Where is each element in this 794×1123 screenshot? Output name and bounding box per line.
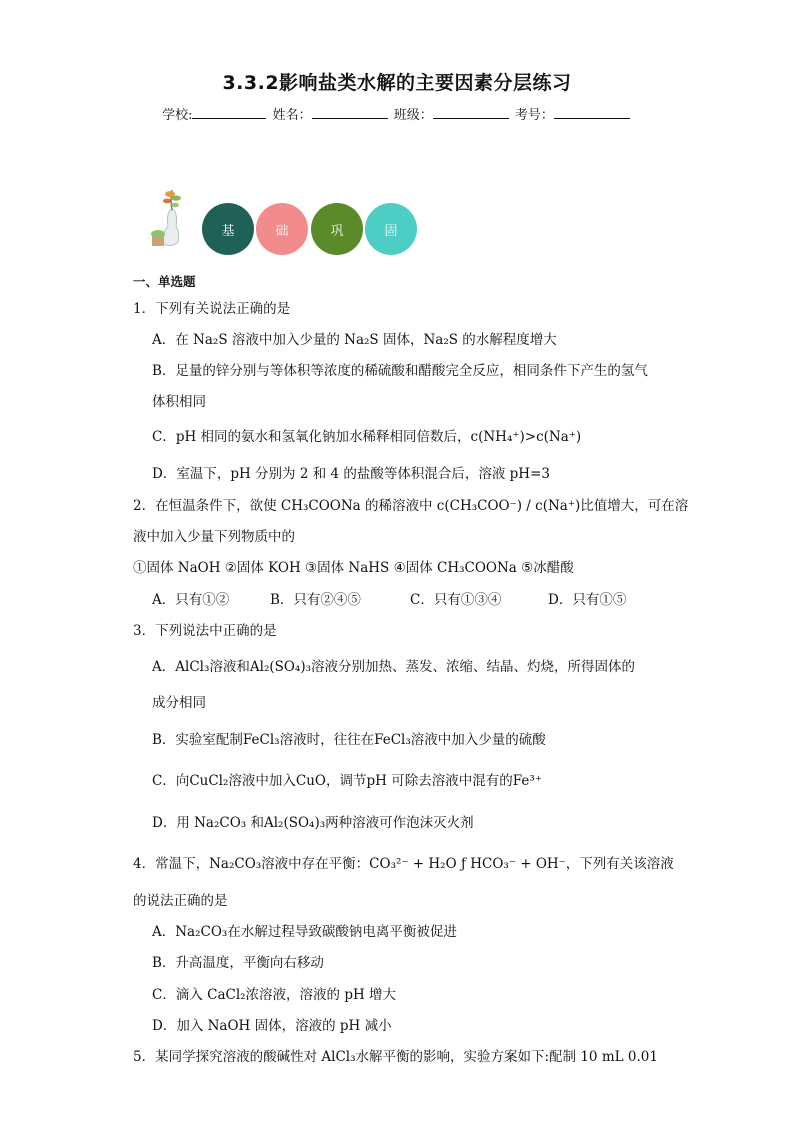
- name-blank: [312, 106, 388, 119]
- section-banner: [148, 186, 428, 256]
- q2-stem-cont: 液中加入少量下列物质中的: [133, 529, 295, 545]
- q1-option-b: B．足量的锌分别与等体积等浓度的稀硫酸和醋酸完全反应，相同条件下产生的氢气: [152, 363, 648, 379]
- q1-option-a: A．在 Na₂S 溶液中加入少量的 Na₂S 固体，Na₂S 的水解程度增大: [152, 332, 557, 348]
- q1-option-c: C．pH 相同的氨水和氢氧化钠加水稀释相同倍数后，c(NH₄⁺)>c(Na⁺): [152, 429, 582, 445]
- q4-option-a: A．Na₂CO₃在水解过程导致碳酸钠电离平衡被促进: [152, 924, 457, 940]
- q2-option-c: C．只有①③④: [410, 592, 502, 608]
- q2-option-a: A．只有①②: [152, 592, 230, 608]
- q4-option-c: C．滴入 CaCl₂浓溶液，溶液的 pH 增大: [152, 987, 397, 1003]
- page-title: 3.3.2影响盐类水解的主要因素分层练习: [222, 72, 572, 94]
- q2-items: ①固体 NaOH ②固体 KOH ③固体 NaHS ④固体 CH₃COONa ⑤冰醋酸: [133, 560, 574, 576]
- school-blank: [192, 106, 266, 119]
- section-heading: 一、单选题: [133, 274, 196, 289]
- q3-option-b: B．实验室配制FeCl₃溶液时，往往在FeCl₃溶液中加入少量的硫酸: [152, 732, 546, 748]
- banner-circle-gong: 巩: [311, 203, 363, 255]
- class-blank: [433, 106, 509, 119]
- number-blank: [554, 106, 630, 119]
- q4-stem-cont: 的说法正确的是: [133, 893, 228, 909]
- q3-stem: 3．下列说法中正确的是: [133, 623, 277, 639]
- q2-stem: 2．在恒温条件下，欲使 CH₃COONa 的稀溶液中 c(CH₃COO⁻) / c(Na⁺)比值增大，可在溶: [133, 498, 689, 514]
- potted-plant-icon: [148, 186, 196, 252]
- class-label: 班级：: [393, 108, 433, 123]
- q3-option-c: C．向CuCl₂溶液中加入CuO，调节pH 可除去溶液中混有的Fe³⁺: [152, 773, 542, 789]
- q3-option-a-cont: 成分相同: [152, 695, 206, 711]
- q2-option-d: D．只有①⑤: [548, 592, 627, 608]
- q4-stem: 4．常温下，Na₂CO₃溶液中存在平衡：CO₃²⁻ + H₂O ƒ HCO₃⁻ + OH⁻，下列有关该溶液: [133, 856, 674, 872]
- student-info-row: [0, 104, 794, 123]
- banner-circle-chu: 础: [256, 203, 308, 255]
- q5-stem: 5．某同学探究溶液的酸碱性对 AlCl₃水解平衡的影响，实验方案如下:配制 10 mL 0.01: [133, 1049, 658, 1065]
- q3-option-d: D．用 Na₂CO₃ 和Al₂(SO₄)₃两种溶液可作泡沫灭火剂: [152, 815, 474, 831]
- banner-circle-gu: 固: [365, 203, 417, 255]
- name-label: 姓名：: [272, 108, 312, 123]
- q1-option-b-cont: 体积相同: [152, 394, 206, 410]
- q3-option-a: A．AlCl₃溶液和Al₂(SO₄)₃溶液分别加热、蒸发、浓缩、结晶、灼烧，所得固体的: [152, 659, 636, 675]
- q2-option-b: B．只有②④⑤: [270, 592, 361, 608]
- q1-option-d: D．室温下，pH 分别为 2 和 4 的盐酸等体积混合后，溶液 pH=3: [152, 466, 550, 482]
- banner-circle-ji: 基: [202, 203, 254, 255]
- school-label: 学校:: [162, 108, 193, 123]
- q4-option-d: D．加入 NaOH 固体，溶液的 pH 减小: [152, 1018, 392, 1034]
- q4-option-b: B．升高温度，平衡向右移动: [152, 955, 324, 971]
- q1-stem: 1．下列有关说法正确的是: [133, 301, 291, 317]
- number-label: 考号：: [514, 108, 554, 123]
